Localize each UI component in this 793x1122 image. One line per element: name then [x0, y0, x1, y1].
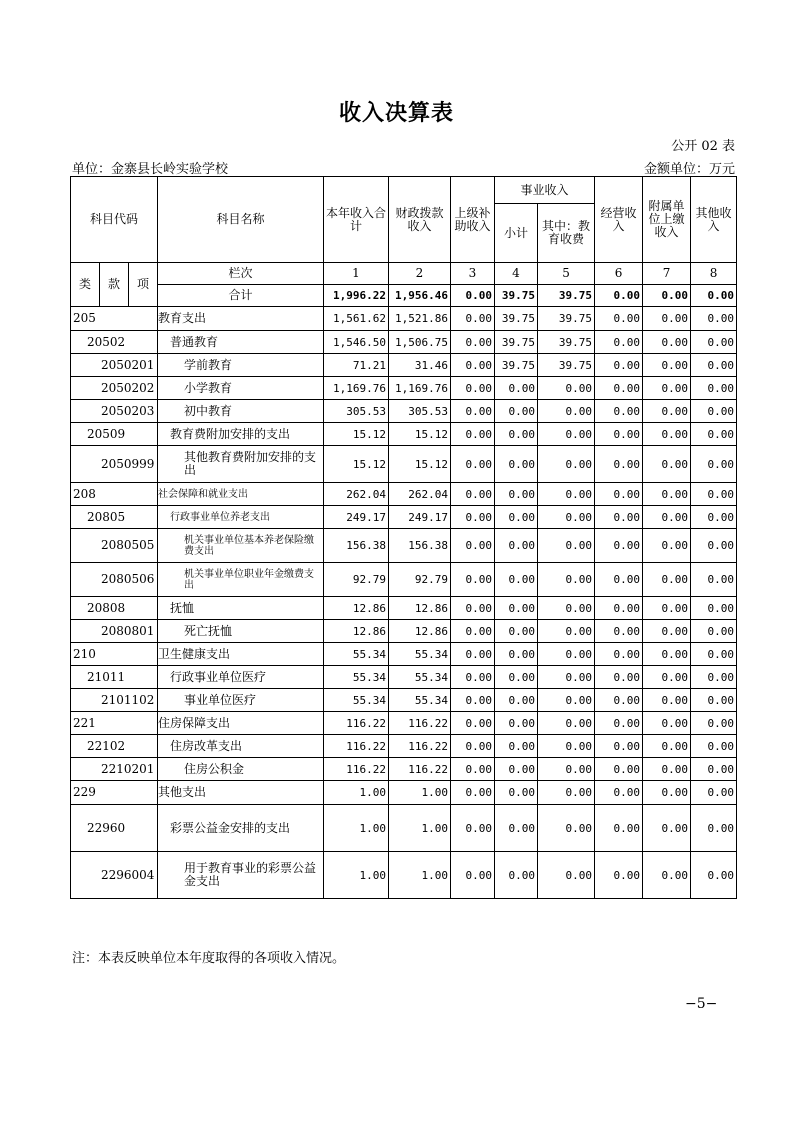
amount-cell: 0.00 [691, 597, 737, 620]
amount-cell: 305.53 [389, 400, 451, 423]
amount-cell: 0.00 [643, 666, 691, 689]
amount-cell: 55.34 [324, 689, 389, 712]
amount-cell: 0.00 [451, 354, 495, 377]
total-value: 0.00 [691, 285, 737, 307]
table-row [71, 597, 737, 620]
amount-cell: 0.00 [538, 423, 595, 446]
amount-cell: 12.86 [389, 597, 451, 620]
header-edu-fee: 其中：教育收费 [538, 204, 595, 263]
amount-cell: 39.75 [538, 307, 595, 331]
table-row [71, 643, 737, 666]
amount-cell: 0.00 [451, 758, 495, 781]
subject-name: 死亡抚恤 [158, 620, 324, 643]
amount-cell: 15.12 [389, 446, 451, 483]
table-row [71, 400, 737, 423]
amount-cell: 1,546.50 [324, 331, 389, 354]
amount-cell: 0.00 [595, 597, 643, 620]
amount-cell: 262.04 [324, 483, 389, 506]
header-upper: 上级补助收入 [451, 177, 495, 263]
amount-cell: 0.00 [595, 506, 643, 529]
amount-cell: 0.00 [691, 377, 737, 400]
total-value: 0.00 [451, 285, 495, 307]
table-row [71, 758, 737, 781]
amount-cell: 116.22 [324, 758, 389, 781]
amount-cell: 15.12 [389, 423, 451, 446]
amount-cell: 0.00 [538, 689, 595, 712]
amount-cell: 0.00 [643, 307, 691, 331]
subject-code: 2210201 [71, 758, 158, 781]
table-row [71, 666, 737, 689]
amount-cell: 92.79 [324, 563, 389, 597]
subject-code: 2080506 [71, 563, 158, 597]
amount-cell: 55.34 [389, 666, 451, 689]
amount-cell: 0.00 [495, 666, 538, 689]
table-row [71, 529, 737, 563]
amount-cell: 0.00 [538, 735, 595, 758]
amount-cell: 0.00 [538, 781, 595, 805]
amount-cell: 12.86 [324, 620, 389, 643]
amount-cell: 0.00 [495, 781, 538, 805]
subject-code: 20808 [71, 597, 158, 620]
amount-cell: 0.00 [495, 712, 538, 735]
amount-cell: 0.00 [538, 712, 595, 735]
amount-cell: 0.00 [495, 400, 538, 423]
subject-name: 卫生健康支出 [158, 643, 324, 666]
amount-cell: 0.00 [595, 331, 643, 354]
subject-code: 2050203 [71, 400, 158, 423]
amount-cell: 0.00 [691, 620, 737, 643]
amount-cell: 0.00 [495, 852, 538, 899]
subject-name: 初中教育 [158, 400, 324, 423]
amount-cell: 39.75 [495, 307, 538, 331]
amount-cell: 0.00 [538, 529, 595, 563]
amount-cell: 0.00 [643, 758, 691, 781]
column-number: 5 [538, 263, 595, 285]
header-operating: 经营收入 [595, 177, 643, 263]
subject-code: 229 [71, 781, 158, 805]
subject-code: 2050999 [71, 446, 158, 483]
table-row [71, 712, 737, 735]
subject-name: 住房改革支出 [158, 735, 324, 758]
amount-cell: 116.22 [389, 712, 451, 735]
amount-cell: 0.00 [643, 377, 691, 400]
subject-code: 2080505 [71, 529, 158, 563]
amount-cell: 0.00 [538, 400, 595, 423]
amount-cell: 0.00 [691, 666, 737, 689]
amount-cell: 0.00 [595, 712, 643, 735]
amount-cell: 0.00 [451, 689, 495, 712]
amount-cell: 55.34 [389, 643, 451, 666]
amount-cell: 0.00 [643, 446, 691, 483]
amount-cell: 116.22 [389, 735, 451, 758]
amount-cell: 0.00 [495, 423, 538, 446]
amount-cell: 0.00 [595, 689, 643, 712]
amount-cell: 0.00 [538, 506, 595, 529]
amount-cell: 0.00 [691, 563, 737, 597]
amount-cell: 0.00 [495, 529, 538, 563]
amount-cell: 0.00 [451, 377, 495, 400]
amount-cell: 31.46 [389, 354, 451, 377]
amount-cell: 0.00 [595, 643, 643, 666]
amount-cell: 0.00 [691, 758, 737, 781]
amount-cell: 249.17 [324, 506, 389, 529]
amount-cell: 0.00 [451, 446, 495, 483]
form-number: 公开 02 表 [671, 139, 735, 154]
amount-cell: 0.00 [691, 400, 737, 423]
amount-cell: 1.00 [324, 852, 389, 899]
subject-name: 行政事业单位养老支出 [158, 506, 324, 529]
amount-cell: 1,169.76 [324, 377, 389, 400]
amount-cell: 0.00 [451, 712, 495, 735]
amount-cell: 0.00 [451, 643, 495, 666]
amount-cell: 0.00 [595, 666, 643, 689]
subject-name: 事业单位医疗 [158, 689, 324, 712]
amount-cell: 0.00 [691, 852, 737, 899]
amount-cell: 0.00 [643, 563, 691, 597]
amount-cell: 0.00 [451, 805, 495, 852]
amount-cell: 0.00 [595, 805, 643, 852]
header-xiang: 项 [129, 263, 158, 307]
amount-cell: 0.00 [643, 712, 691, 735]
amount-cell: 116.22 [324, 735, 389, 758]
amount-cell: 0.00 [451, 331, 495, 354]
amount-cell: 0.00 [495, 563, 538, 597]
amount-cell: 0.00 [595, 483, 643, 506]
amount-cell: 39.75 [538, 354, 595, 377]
table-row [71, 620, 737, 643]
amount-cell: 0.00 [643, 689, 691, 712]
amount-cell: 0.00 [538, 666, 595, 689]
amount-cell: 55.34 [389, 689, 451, 712]
amount-cell: 0.00 [538, 805, 595, 852]
amount-cell: 0.00 [451, 307, 495, 331]
amount-cell: 0.00 [643, 643, 691, 666]
amount-cell: 1,521.86 [389, 307, 451, 331]
amount-cell: 0.00 [691, 781, 737, 805]
amount-cell: 0.00 [643, 331, 691, 354]
table-row [71, 735, 737, 758]
table-row [71, 446, 737, 483]
amount-cell: 0.00 [495, 758, 538, 781]
total-value: 39.75 [538, 285, 595, 307]
subject-code: 21011 [71, 666, 158, 689]
amount-cell: 0.00 [595, 307, 643, 331]
subject-code: 208 [71, 483, 158, 506]
table-note: 注：本表反映单位本年度取得的各项收入情况。 [72, 951, 346, 966]
amount-cell: 0.00 [691, 689, 737, 712]
amount-cell: 0.00 [643, 805, 691, 852]
subject-name: 小学教育 [158, 377, 324, 400]
amount-cell: 0.00 [495, 506, 538, 529]
total-value: 0.00 [595, 285, 643, 307]
table-row [71, 781, 737, 805]
amount-cell: 92.79 [389, 563, 451, 597]
table-row [71, 805, 737, 852]
header-heji: 合计 [158, 285, 324, 307]
amount-cell: 39.75 [495, 354, 538, 377]
amount-cell: 0.00 [451, 620, 495, 643]
amount-cell: 0.00 [451, 529, 495, 563]
subject-name: 学前教育 [158, 354, 324, 377]
amount-cell: 0.00 [595, 423, 643, 446]
column-number: 2 [389, 263, 451, 285]
amount-cell: 0.00 [643, 354, 691, 377]
subject-name: 教育支出 [158, 307, 324, 331]
subject-code: 22102 [71, 735, 158, 758]
subject-name: 机关事业单位基本养老保险缴费支出 [158, 529, 324, 563]
amount-cell: 0.00 [538, 563, 595, 597]
amount-cell: 1.00 [324, 805, 389, 852]
amount-cell: 0.00 [538, 483, 595, 506]
subject-name: 普通教育 [158, 331, 324, 354]
amount-cell: 0.00 [538, 377, 595, 400]
amount-cell: 0.00 [643, 506, 691, 529]
amount-cell: 116.22 [324, 712, 389, 735]
subject-code: 20509 [71, 423, 158, 446]
subject-code: 2050201 [71, 354, 158, 377]
header-total: 本年收入合计 [324, 177, 389, 263]
subject-code: 2080801 [71, 620, 158, 643]
amount-cell: 0.00 [495, 643, 538, 666]
subject-name: 机关事业单位职业年金缴费支出 [158, 563, 324, 597]
amount-cell: 0.00 [451, 781, 495, 805]
subject-code: 20502 [71, 331, 158, 354]
amount-cell: 0.00 [595, 781, 643, 805]
amount-cell: 1,506.75 [389, 331, 451, 354]
subject-name: 社会保障和就业支出 [158, 483, 324, 506]
total-value: 1,956.46 [389, 285, 451, 307]
total-value: 0.00 [643, 285, 691, 307]
amount-cell: 0.00 [595, 620, 643, 643]
subject-name: 其他支出 [158, 781, 324, 805]
amount-cell: 0.00 [495, 735, 538, 758]
table-row [71, 563, 737, 597]
amount-cell: 0.00 [538, 852, 595, 899]
amount-cell: 156.38 [324, 529, 389, 563]
amount-cell: 249.17 [389, 506, 451, 529]
amount-cell: 0.00 [595, 852, 643, 899]
amount-cell: 15.12 [324, 423, 389, 446]
amount-cell: 0.00 [538, 620, 595, 643]
amount-cell: 0.00 [691, 354, 737, 377]
subject-name: 彩票公益金安排的支出 [158, 805, 324, 852]
amount-cell: 0.00 [643, 620, 691, 643]
subject-code: 205 [71, 307, 158, 331]
subject-name: 教育费附加安排的支出 [158, 423, 324, 446]
header-fiscal: 财政拨款收入 [389, 177, 451, 263]
amount-cell: 0.00 [595, 735, 643, 758]
amount-cell: 156.38 [389, 529, 451, 563]
amount-cell: 0.00 [691, 643, 737, 666]
column-number: 4 [495, 263, 538, 285]
amount-cell: 0.00 [495, 446, 538, 483]
header-subtotal: 小计 [495, 204, 538, 263]
header-affiliated: 附属单位上缴收入 [643, 177, 691, 263]
amount-cell: 0.00 [691, 423, 737, 446]
amount-cell: 0.00 [643, 781, 691, 805]
amount-cell: 0.00 [643, 483, 691, 506]
amount-cell: 39.75 [495, 331, 538, 354]
amount-cell: 71.21 [324, 354, 389, 377]
amount-cell: 0.00 [538, 643, 595, 666]
amount-cell: 15.12 [324, 446, 389, 483]
subject-code: 2296004 [71, 852, 158, 899]
amount-cell: 0.00 [451, 735, 495, 758]
amount-cell: 1.00 [324, 781, 389, 805]
table-row [71, 307, 737, 331]
subject-code: 221 [71, 712, 158, 735]
amount-cell: 1.00 [389, 852, 451, 899]
amount-cell: 0.00 [691, 446, 737, 483]
amount-cell: 0.00 [451, 483, 495, 506]
amount-cell: 0.00 [495, 620, 538, 643]
subject-name: 行政事业单位医疗 [158, 666, 324, 689]
amount-cell: 0.00 [643, 423, 691, 446]
subject-name: 用于教育事业的彩票公益金支出 [158, 852, 324, 899]
amount-cell: 0.00 [451, 423, 495, 446]
amount-cell: 55.34 [324, 666, 389, 689]
amount-cell: 0.00 [595, 529, 643, 563]
subject-code: 2050202 [71, 377, 158, 400]
amount-cell: 1.00 [389, 781, 451, 805]
amount-cell: 1,169.76 [389, 377, 451, 400]
amount-cell: 0.00 [495, 377, 538, 400]
amount-cell: 1,561.62 [324, 307, 389, 331]
amount-unit: 金额单位：万元 [643, 162, 735, 177]
header-lanci: 栏次 [158, 263, 324, 285]
amount-cell: 0.00 [451, 666, 495, 689]
amount-cell: 0.00 [451, 400, 495, 423]
column-number: 3 [451, 263, 495, 285]
income-table [70, 176, 737, 899]
header-code: 科目代码 [71, 177, 158, 263]
amount-cell: 0.00 [495, 689, 538, 712]
amount-cell: 55.34 [324, 643, 389, 666]
subject-name: 其他教育费附加安排的支出 [158, 446, 324, 483]
header-other: 其他收入 [691, 177, 737, 263]
amount-cell: 0.00 [691, 529, 737, 563]
amount-cell: 12.86 [389, 620, 451, 643]
table-row [71, 483, 737, 506]
header-lei: 类 [71, 263, 100, 307]
table-row [71, 852, 737, 899]
page-title: 收入决算表 [338, 100, 454, 126]
column-number: 1 [324, 263, 389, 285]
amount-cell: 262.04 [389, 483, 451, 506]
table-row [71, 423, 737, 446]
subject-name: 抚恤 [158, 597, 324, 620]
subject-name: 住房公积金 [158, 758, 324, 781]
header-name: 科目名称 [158, 177, 324, 263]
amount-cell: 0.00 [691, 805, 737, 852]
table-row [71, 506, 737, 529]
reporting-unit: 单位：金寨县长岭实验学校 [72, 162, 229, 177]
table-row [71, 354, 737, 377]
amount-cell: 0.00 [691, 331, 737, 354]
amount-cell: 0.00 [595, 758, 643, 781]
column-number: 8 [691, 263, 737, 285]
subject-code: 2101102 [71, 689, 158, 712]
amount-cell: 0.00 [495, 483, 538, 506]
amount-cell: 0.00 [495, 597, 538, 620]
amount-cell: 0.00 [538, 446, 595, 483]
amount-cell: 1.00 [389, 805, 451, 852]
amount-cell: 0.00 [451, 597, 495, 620]
amount-cell: 0.00 [595, 563, 643, 597]
subject-code: 22960 [71, 805, 158, 852]
amount-cell: 39.75 [538, 331, 595, 354]
amount-cell: 0.00 [643, 597, 691, 620]
header-business: 事业收入 [495, 177, 595, 204]
amount-cell: 0.00 [538, 597, 595, 620]
total-value: 1,996.22 [324, 285, 389, 307]
amount-cell: 0.00 [451, 852, 495, 899]
amount-cell: 0.00 [691, 506, 737, 529]
table-row [71, 377, 737, 400]
amount-cell: 0.00 [595, 377, 643, 400]
total-value: 39.75 [495, 285, 538, 307]
amount-cell: 0.00 [691, 307, 737, 331]
amount-cell: 0.00 [691, 483, 737, 506]
amount-cell: 0.00 [643, 852, 691, 899]
amount-cell: 0.00 [595, 400, 643, 423]
subject-code: 210 [71, 643, 158, 666]
page-number: −5− [685, 996, 718, 1012]
amount-cell: 0.00 [495, 805, 538, 852]
table-row [71, 331, 737, 354]
subject-name: 住房保障支出 [158, 712, 324, 735]
header-kuan: 款 [100, 263, 129, 307]
column-number: 7 [643, 263, 691, 285]
amount-cell: 0.00 [643, 400, 691, 423]
amount-cell: 0.00 [538, 758, 595, 781]
column-number: 6 [595, 263, 643, 285]
amount-cell: 0.00 [451, 506, 495, 529]
amount-cell: 0.00 [643, 735, 691, 758]
amount-cell: 116.22 [389, 758, 451, 781]
amount-cell: 0.00 [691, 735, 737, 758]
amount-cell: 305.53 [324, 400, 389, 423]
amount-cell: 0.00 [643, 529, 691, 563]
amount-cell: 12.86 [324, 597, 389, 620]
amount-cell: 0.00 [451, 563, 495, 597]
amount-cell: 0.00 [595, 354, 643, 377]
amount-cell: 0.00 [595, 446, 643, 483]
table-row [71, 689, 737, 712]
subject-code: 20805 [71, 506, 158, 529]
amount-cell: 0.00 [691, 712, 737, 735]
